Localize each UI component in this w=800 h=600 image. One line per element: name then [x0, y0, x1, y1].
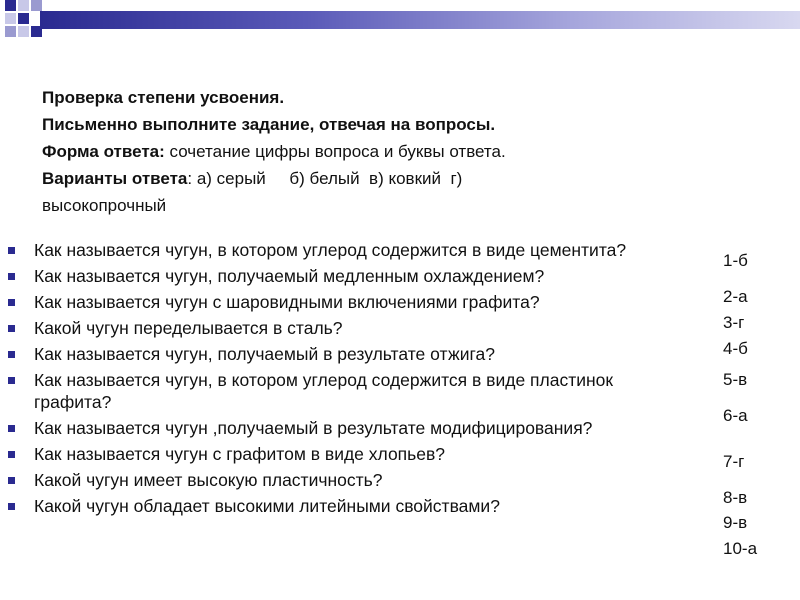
answer-label: 3-г	[723, 313, 745, 332]
question-text: Как называется чугун, получаемый в результате отжига?	[34, 344, 496, 364]
decor-square	[18, 0, 29, 11]
bullet-icon	[8, 377, 15, 384]
answer-label: 6-а	[723, 406, 748, 425]
answer-form-line	[42, 138, 762, 165]
question-item	[8, 469, 708, 491]
question-item	[8, 417, 708, 439]
bullet-icon	[8, 477, 15, 484]
question-item	[8, 369, 708, 413]
question-item	[8, 443, 708, 465]
decor-square	[18, 13, 29, 24]
answer-variants-text: : а) серый б) белый в) ковкий г)	[187, 169, 463, 188]
question-text: Какой чугун обладает высокими литейными свойствами?	[34, 496, 500, 516]
decor-square	[5, 13, 16, 24]
answer-label: 9-в	[723, 513, 748, 532]
question-list	[8, 239, 708, 521]
bullet-icon	[8, 325, 15, 332]
answer-label: 1-б	[723, 251, 748, 270]
decor-square	[31, 0, 42, 11]
gradient-bar	[40, 11, 800, 29]
bullet-icon	[8, 425, 15, 432]
answer-variants-continuation: высокопрочный	[42, 196, 167, 215]
bullet-icon	[8, 247, 15, 254]
question-item	[8, 343, 708, 365]
task-instruction: Письменно выполните задание, отвечая на вопросы.	[42, 115, 496, 134]
bullet-icon	[8, 299, 15, 306]
bullet-icon	[8, 503, 15, 510]
question-item	[8, 239, 708, 261]
decor-square	[5, 0, 16, 11]
question-text: Как называется чугун, в котором углерод содержится в виде пластинок графита?	[34, 370, 614, 412]
answer-label: 5-в	[723, 370, 748, 389]
answer-form-text: сочетание цифры вопроса и буквы ответа.	[164, 142, 506, 161]
question-text: Как называется чугун ,получаемый в результате модифицирования?	[34, 418, 593, 438]
answer-variants-label: Варианты ответа	[42, 169, 188, 188]
question-item	[8, 495, 708, 517]
bullet-icon	[8, 273, 15, 280]
bullet-icon	[8, 451, 15, 458]
page-title: Проверка степени усвоения.	[42, 88, 285, 107]
question-item	[8, 265, 708, 287]
answer-label: 7-г	[723, 452, 745, 471]
decorative-header-band	[0, 0, 800, 52]
answer-label: 8-в	[723, 488, 748, 507]
answer-form-label: Форма ответа:	[42, 142, 165, 161]
answer-label: 10-а	[723, 539, 758, 558]
question-item	[8, 291, 708, 313]
decor-square	[5, 26, 16, 37]
question-text: Какой чугун имеет высокую пластичность?	[34, 470, 383, 490]
assignment-header	[42, 84, 762, 219]
answer-label: 4-б	[723, 339, 748, 358]
question-text: Как называется чугун с графитом в виде хлопьев?	[34, 444, 446, 464]
decor-square	[18, 26, 29, 37]
question-text: Как называется чугун, получаемый медленным охлаждением?	[34, 266, 545, 286]
question-text: Как называется чугун с шаровидными включениями графита?	[34, 292, 540, 312]
decor-square	[31, 26, 42, 37]
bullet-icon	[8, 351, 15, 358]
question-text: Какой чугун переделывается в сталь?	[34, 318, 343, 338]
question-item	[8, 317, 708, 339]
question-text: Как называется чугун, в котором углерод содержится в виде цементита?	[34, 240, 627, 260]
answer-variants-line	[42, 165, 762, 192]
answer-label: 2-а	[723, 287, 748, 306]
